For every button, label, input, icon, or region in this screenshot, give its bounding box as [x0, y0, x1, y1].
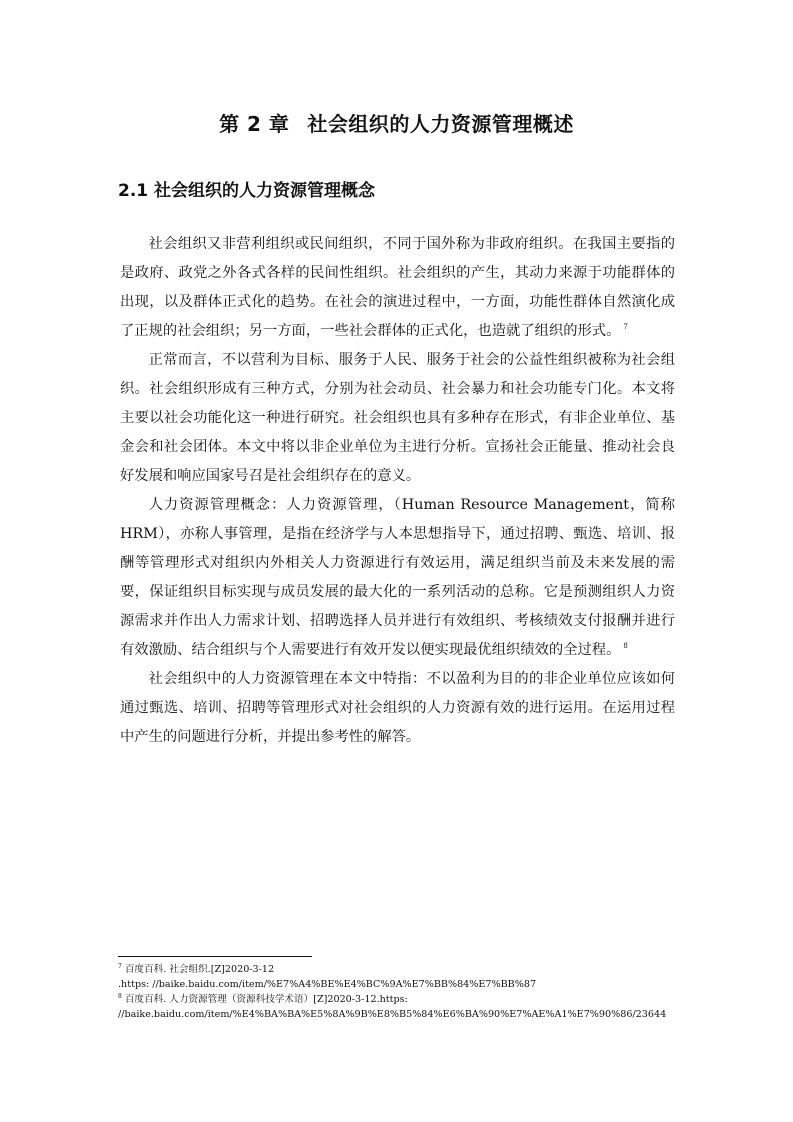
footnote-line: //baike.baidu.com/item/%E4%BA%BA%E5%8A%9B%E8%B5%84%E6%BA%90%E7%AE%A1%E7%90%86/23644	[118, 1009, 667, 1020]
paragraph-4	[120, 665, 675, 752]
chapter-title-text: 社会组织的人力资源管理概述	[307, 112, 574, 136]
footnotes	[118, 962, 688, 1022]
chapter-number: 第 2 章	[219, 112, 290, 136]
paragraph-3	[120, 491, 675, 665]
footnote-7-url	[118, 977, 688, 992]
footnote-8	[118, 992, 688, 1007]
footnote-mark: 8	[118, 992, 122, 1000]
section-title: 2.1 社会组织的人力资源管理概念	[118, 181, 376, 201]
body-text	[120, 230, 675, 752]
paragraph-text: 社会组织又非营利组织或民间组织，不同于国外称为非政府组织。在我国主要指的是政府、政党之外各式各样的民间性组织。社会组织的产生，其动力来源于功能群体的出现，以及群体正式化的趋势。在社会的演进过程中，一方面，功能性群体自然演化成了正规的社会组织；另一方面，一些社会群体的正式化，也造就了组织的形式。	[120, 236, 675, 339]
footnote-line: 百度百科. 社会组织.[Z]2020-3-12	[124, 964, 275, 975]
paragraph-text: 人力资源管理概念：人力资源管理，（Human Resource Management，简称HRM），亦称人事管理，是指在经济学与人本思想指导下，通过招聘、甄选、培训、报酬等管理形式对组织内外相关人力资源进行有效运用，满足组织当前及未来发展的需要，保证组织目标实现与成员发展的最大化的一系列活动的总称。它是预测组织人力资源需求并作出人力需求计划、招聘选择人员并进行有效组织、考核绩效支付报酬并进行有效激励、结合组织与个人需要进行有效开发以便实现最优组织绩效的全过程。	[120, 497, 675, 658]
footnote-ref-8: 8	[623, 642, 628, 651]
footnote-7	[118, 962, 688, 977]
paragraph-text: 社会组织中的人力资源管理在本文中特指：不以盈利为目的的非企业单位应该如何通过甄选、培训、招聘等管理形式对社会组织的人力资源有效的进行运用。在运用过程中产生的问题进行分析，并提出参考性的解答。	[120, 671, 675, 745]
footnote-ref-7: 7	[623, 323, 628, 332]
paragraph-text: 正常而言，不以营利为目标、服务于人民、服务于社会的公益性组织被称为社会组织。社会组织形成有三种方式，分别为社会动员、社会暴力和社会功能专门化。本文将主要以社会功能化这一种进行研究。社会组织也具有多种存在形式，有非企业单位、基金会和社会团体。本文中将以非企业单位为主进行分析。宣扬社会正能量、推动社会良好发展和响应国家号召是社会组织存在的意义。	[120, 352, 675, 484]
footnote-mark: 7	[118, 962, 122, 970]
footnote-line: 百度百科. 人力资源管理（资源科技学术语）[Z]2020-3-12.https:	[124, 994, 408, 1005]
footnote-8-url	[118, 1007, 688, 1022]
paragraph-2	[120, 346, 675, 491]
footnote-line: .https: //baike.baidu.com/item/%E7%A4%BE%E4%BC%9A%E7%BB%84%E7%BB%87	[118, 979, 537, 990]
footnote-separator	[118, 956, 312, 957]
paragraph-1	[120, 230, 675, 346]
chapter-title	[0, 108, 793, 137]
